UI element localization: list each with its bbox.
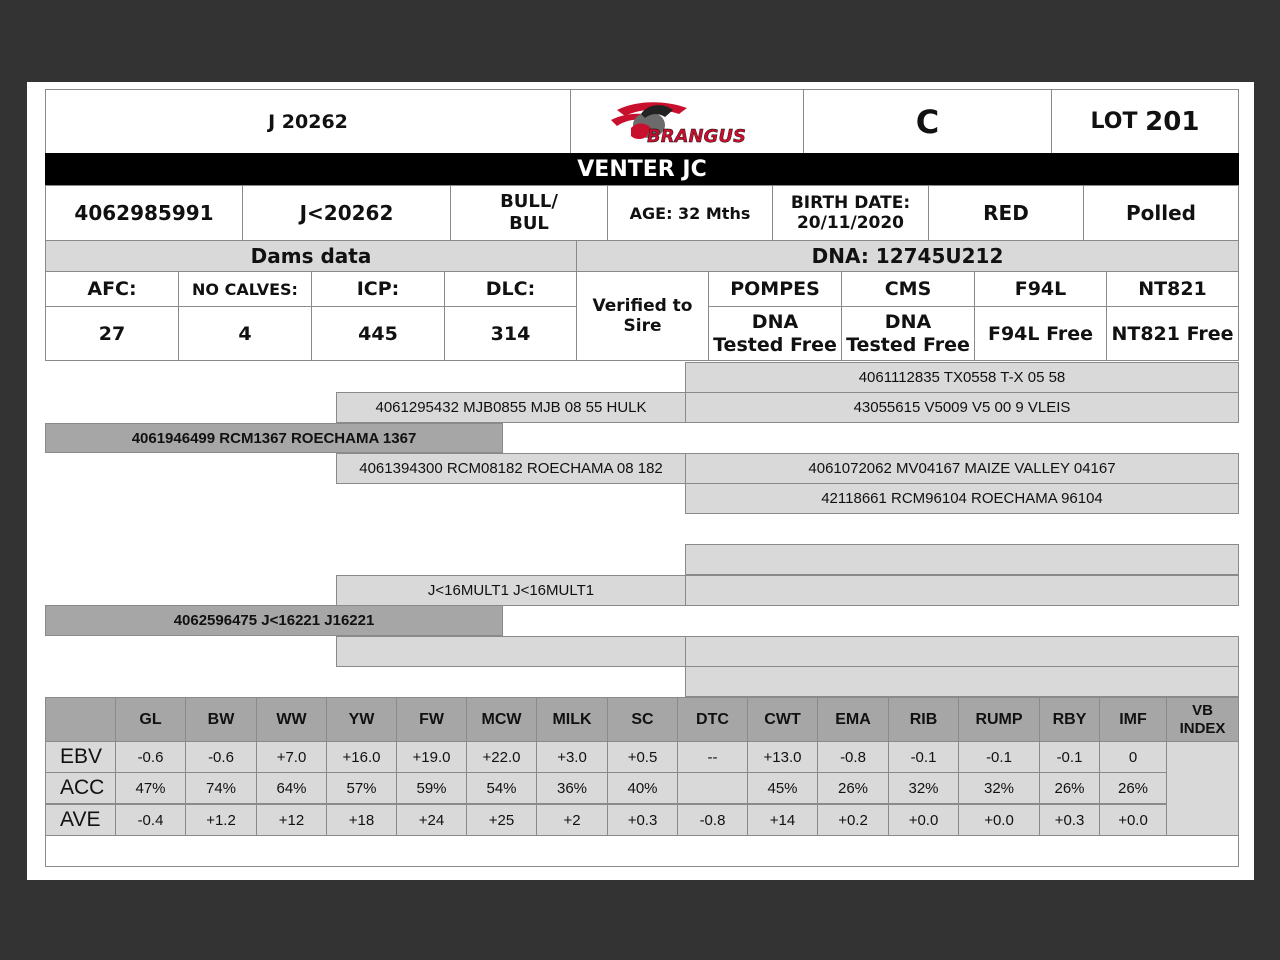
ebv-cell: +19.0 [396, 741, 467, 773]
f94l-result: F94L Free [974, 306, 1107, 361]
vb-line1: VB [1192, 701, 1213, 719]
sex-line1: BULL/ [500, 191, 558, 213]
ebv-cell: 32% [958, 772, 1040, 804]
pompes-line1: DNA [751, 310, 799, 333]
afc-value: 27 [45, 306, 179, 361]
grade: C [803, 89, 1052, 154]
dna-heading: DNA: 12745U212 [576, 240, 1239, 272]
footer-row [45, 835, 1239, 867]
pedigree-dam-dam [336, 636, 686, 667]
ebv-cell: +0.0 [888, 804, 959, 836]
ebv-cell: 26% [1039, 772, 1100, 804]
svg-text:BRANGUS: BRANGUS [647, 125, 746, 147]
ebv-header-yw: YW [326, 697, 397, 742]
ebv-row-label: ACC [45, 772, 116, 804]
brangus-logo [570, 89, 804, 154]
pedigree-dam-sire: J<16MULT1 J<16MULT1 [336, 575, 686, 606]
tag-number: J<20262 [242, 185, 451, 241]
ebv-cell: +22.0 [466, 741, 537, 773]
ebv-cell: 74% [185, 772, 257, 804]
ebv-cell: +13.0 [747, 741, 818, 773]
pedigree-sire-dam-sire: 4061072062 MV04167 MAIZE VALLEY 04167 [685, 453, 1239, 484]
pedigree-dam-dam-sire [685, 636, 1239, 667]
ebv-header-gl: GL [115, 697, 186, 742]
pedigree-sire: 4061946499 RCM1367 ROECHAMA 1367 [45, 423, 503, 453]
ebv-cell: 54% [466, 772, 537, 804]
ebv-cell: 0 [1099, 741, 1167, 773]
pedigree-sire-dam-dam: 42118661 RCM96104 ROECHAMA 96104 [685, 483, 1239, 514]
ebv-cell: -0.1 [958, 741, 1040, 773]
ebv-cell: +1.2 [185, 804, 257, 836]
ebv-header-dtc: DTC [677, 697, 748, 742]
ebv-header-vb-index [1166, 697, 1239, 742]
no-calves-value: 4 [178, 306, 312, 361]
ebv-cell: 59% [396, 772, 467, 804]
ebv-header-sc: SC [607, 697, 678, 742]
icp-value: 445 [311, 306, 445, 361]
ebv-header-mcw: MCW [466, 697, 537, 742]
ebv-header-fw: FW [396, 697, 467, 742]
ebv-cell: +0.3 [607, 804, 678, 836]
cms-result [841, 306, 975, 361]
ebv-cell: +0.0 [1099, 804, 1167, 836]
no-calves-label: NO CALVES: [178, 271, 312, 307]
ebv-cell: -0.6 [115, 741, 186, 773]
ebv-cell: +0.5 [607, 741, 678, 773]
ebv-header-bw: BW [185, 697, 257, 742]
pedigree-dam-sire-sire [685, 544, 1239, 575]
pompes-label: POMPES [708, 271, 842, 307]
pompes-result [708, 306, 842, 361]
ebv-header-imf: IMF [1099, 697, 1167, 742]
ebv-row-label: EBV [45, 741, 116, 773]
animal-name: VENTER JC [45, 153, 1239, 186]
ebv-cell: -0.1 [1039, 741, 1100, 773]
cms-line2: Tested Free [846, 333, 970, 356]
lot-value: 201 [1145, 106, 1200, 137]
verified-line2: Sire [623, 316, 662, 336]
dlc-label: DLC: [444, 271, 577, 307]
ebv-cell: 47% [115, 772, 186, 804]
pedigree-dam-dam-dam [685, 666, 1239, 697]
ebv-header-rby: RBY [1039, 697, 1100, 742]
pedigree-dam-sire-dam [685, 575, 1239, 606]
ebv-cell: +25 [466, 804, 537, 836]
ebv-cell: 36% [536, 772, 608, 804]
cms-line1: DNA [884, 310, 932, 333]
ebv-cell: +18 [326, 804, 397, 836]
ebv-cell: 45% [747, 772, 818, 804]
ebv-cell: 57% [326, 772, 397, 804]
f94l-label: F94L [974, 271, 1107, 307]
ebv-cell: +0.3 [1039, 804, 1100, 836]
ebv-cell: -0.8 [817, 741, 889, 773]
age: AGE: 32 Mths [607, 185, 773, 241]
dams-data-heading: Dams data [45, 240, 577, 272]
nt821-label: NT821 [1106, 271, 1239, 307]
ebv-cell: +12 [256, 804, 327, 836]
ebv-cell: +24 [396, 804, 467, 836]
pedigree-sire-sire-sire: 4061112835 TX0558 T-X 05 58 [685, 362, 1239, 393]
ebv-cell: -0.6 [185, 741, 257, 773]
colour: RED [928, 185, 1084, 241]
ebv-corner [45, 697, 116, 742]
birth-date-value: 20/11/2020 [796, 213, 905, 233]
cms-label: CMS [841, 271, 975, 307]
afc-label: AFC: [45, 271, 179, 307]
pedigree-dam: 4062596475 J<16221 J16221 [45, 605, 503, 636]
horn-status: Polled [1083, 185, 1239, 241]
verified-line1: Verified to [592, 295, 693, 316]
animal-id: J 20262 [45, 89, 571, 154]
ebv-header-rib: RIB [888, 697, 959, 742]
ebv-cell: 26% [817, 772, 889, 804]
ebv-cell: 64% [256, 772, 327, 804]
ebv-cell: -0.1 [888, 741, 959, 773]
ebv-cell: 40% [607, 772, 678, 804]
ebv-header-rump: RUMP [958, 697, 1040, 742]
ebv-cell: 26% [1099, 772, 1167, 804]
sale-catalogue-sheet [27, 82, 1254, 880]
ebv-cell: +7.0 [256, 741, 327, 773]
birth-date [772, 185, 929, 241]
vb-line2: INDEX [1179, 719, 1226, 737]
ebv-cell: -0.8 [677, 804, 748, 836]
ebv-cell: 32% [888, 772, 959, 804]
bull-head-icon [607, 96, 767, 148]
ebv-row-label: AVE [45, 804, 116, 836]
ebv-header-milk: MILK [536, 697, 608, 742]
ebv-header-ww: WW [256, 697, 327, 742]
ebv-cell: +0.2 [817, 804, 889, 836]
ebv-header-ema: EMA [817, 697, 889, 742]
icp-label: ICP: [311, 271, 445, 307]
ebv-cell: +0.0 [958, 804, 1040, 836]
ebv-cell: +14 [747, 804, 818, 836]
registration-number: 4062985991 [45, 185, 243, 241]
ebv-cell: +16.0 [326, 741, 397, 773]
ebv-cell: -0.4 [115, 804, 186, 836]
lot-number [1051, 89, 1239, 154]
lot-prefix: LOT [1090, 109, 1146, 134]
sex-line2: BUL [509, 213, 549, 234]
verified-to-sire [576, 271, 709, 361]
ebv-cell: +3.0 [536, 741, 608, 773]
pedigree-sire-sire: 4061295432 MJB0855 MJB 08 55 HULK [336, 392, 686, 423]
nt821-result: NT821 Free [1106, 306, 1239, 361]
ebv-header-cwt: CWT [747, 697, 818, 742]
sex [450, 185, 608, 241]
ebv-cell [677, 772, 748, 804]
birth-date-label: BIRTH DATE: [790, 192, 911, 213]
vb-index-value [1166, 741, 1239, 836]
pompes-line2: Tested Free [713, 333, 837, 356]
pedigree-sire-dam: 4061394300 RCM08182 ROECHAMA 08 182 [336, 453, 686, 484]
ebv-cell: -- [677, 741, 748, 773]
ebv-cell: +2 [536, 804, 608, 836]
pedigree-sire-sire-dam: 43055615 V5009 V5 00 9 VLEIS [685, 392, 1239, 423]
dlc-value: 314 [444, 306, 577, 361]
